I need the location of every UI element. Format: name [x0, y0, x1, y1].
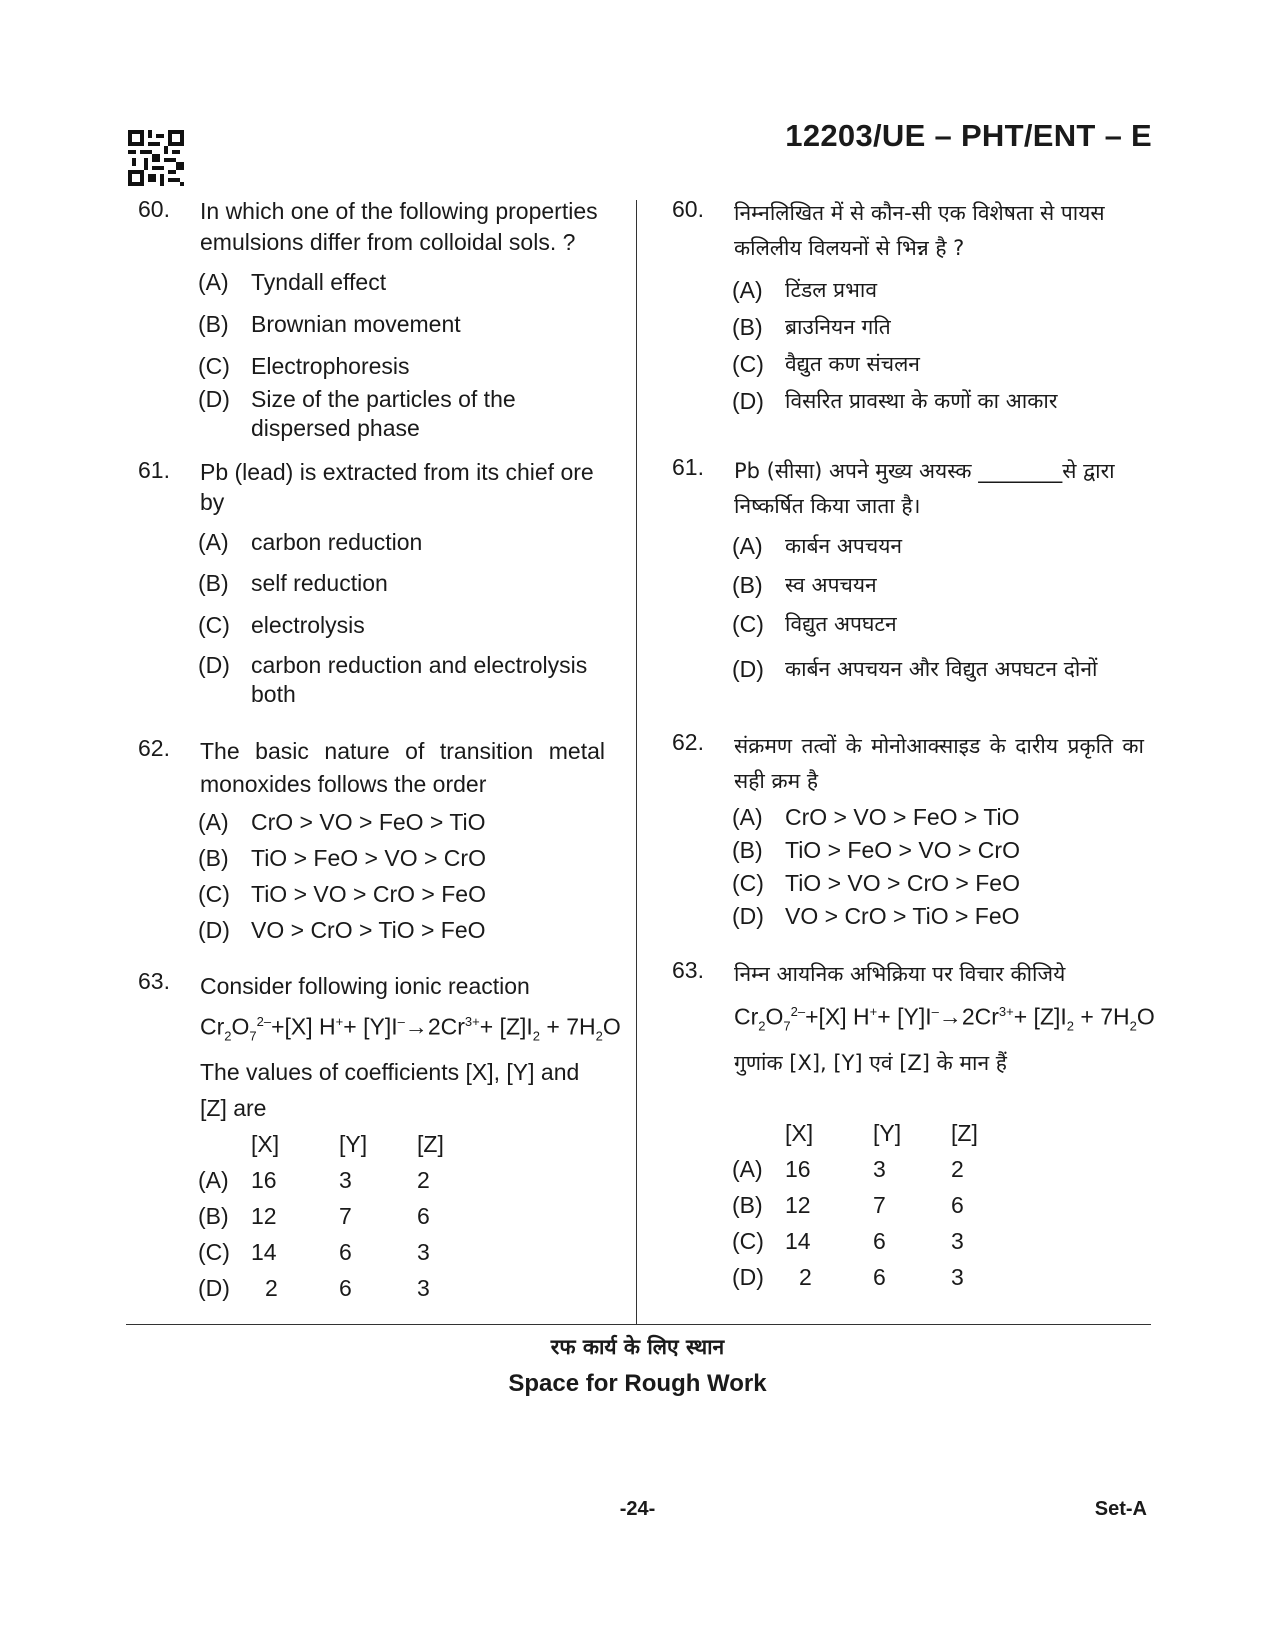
- option-label: (A): [732, 533, 763, 559]
- value-z: 3: [951, 1263, 964, 1290]
- option-text: CrO > VO > FeO > TiO: [251, 809, 486, 835]
- option-label: (B): [198, 845, 229, 871]
- option-text: carbon reduction and electrolysis both: [251, 652, 588, 707]
- value-x: 14: [251, 1238, 277, 1265]
- option-a[interactable]: [198, 804, 608, 840]
- option-label: (C): [198, 353, 230, 379]
- table-row[interactable]: [732, 1151, 978, 1187]
- option-label: (B): [732, 837, 763, 863]
- option-label: (D): [732, 1263, 764, 1290]
- question-number: 61.: [672, 454, 704, 480]
- value-z: 3: [417, 1238, 430, 1265]
- option-c[interactable]: [198, 351, 608, 381]
- hindi-column: [672, 196, 1155, 1295]
- value-z: 2: [417, 1166, 430, 1193]
- value-x: 2: [265, 1274, 278, 1301]
- option-a[interactable]: [732, 272, 1142, 309]
- option-label: (A): [732, 1155, 763, 1182]
- value-y: 6: [339, 1274, 352, 1301]
- option-text: self reduction: [251, 570, 388, 596]
- option-label: (B): [732, 572, 763, 598]
- option-c[interactable]: [732, 605, 1142, 644]
- option-label: (D): [732, 388, 764, 414]
- option-label: (C): [198, 881, 230, 907]
- page-number: -24-: [619, 1498, 656, 1520]
- option-a[interactable]: [198, 527, 608, 557]
- option-a[interactable]: [198, 267, 608, 297]
- question-text: निम्नलिखित में से कौन-सी एक विशेषता से पायस कलिलीय विलयनों से भिन्न है ?: [734, 201, 1105, 260]
- option-label: (A): [198, 529, 229, 555]
- option-b[interactable]: [732, 834, 1142, 867]
- value-y: 6: [873, 1263, 886, 1290]
- option-b[interactable]: [198, 309, 608, 339]
- question-text: निम्न आयनिक अभिक्रिया पर विचार कीजिये: [734, 962, 1066, 986]
- question-text: संक्रमण तत्वों के मोनोआक्साइड के दारीय प्रकृति का सही क्रम है: [734, 734, 1144, 793]
- option-b[interactable]: [732, 566, 1142, 605]
- option-a[interactable]: [732, 801, 1142, 834]
- option-text: TiO > FeO > VO > CrO: [785, 837, 1020, 863]
- option-label: (B): [198, 1202, 229, 1229]
- value-z: 6: [951, 1191, 964, 1218]
- value-z: 2: [951, 1155, 964, 1182]
- table-header-row: [732, 1115, 978, 1151]
- option-c[interactable]: [732, 346, 1142, 383]
- option-d[interactable]: [198, 651, 608, 709]
- option-b[interactable]: [198, 568, 608, 598]
- value-z: 3: [951, 1227, 964, 1254]
- qr-code-icon: [128, 130, 184, 186]
- option-a[interactable]: [732, 527, 1142, 566]
- question-text: Pb (सीसा) अपने मुख्य अयस्क ________से द्वारा निष्कर्षित किया जाता है।: [734, 459, 1115, 518]
- table-row[interactable]: [198, 1162, 444, 1198]
- option-label: (C): [732, 870, 764, 896]
- option-label: (A): [732, 804, 763, 830]
- option-d[interactable]: [732, 383, 1142, 420]
- question-text: In which one of the following properties emulsions differ from colloidal sols. ?: [200, 198, 598, 255]
- value-y: 3: [873, 1155, 886, 1182]
- question-text-2: The values of coefficients [X], [Y] and [Z] are: [200, 1059, 580, 1122]
- option-label: (D): [198, 917, 230, 943]
- value-x: 2: [799, 1263, 812, 1290]
- table-row[interactable]: [198, 1270, 444, 1306]
- option-text: electrolysis: [251, 612, 365, 638]
- section-divider: [126, 1324, 1151, 1325]
- value-y: 7: [873, 1191, 886, 1218]
- column-header: [X]: [251, 1130, 280, 1157]
- option-label: (C): [732, 351, 764, 377]
- table-row[interactable]: [732, 1187, 978, 1223]
- option-label: (C): [198, 612, 230, 638]
- question-text: The basic nature of transition metal monoxides follows the order: [200, 738, 605, 797]
- table-row[interactable]: [732, 1259, 978, 1295]
- option-text: वैद्युत कण संचलन: [785, 352, 920, 376]
- option-text: CrO > VO > FeO > TiO: [785, 804, 1020, 830]
- value-y: 7: [339, 1202, 352, 1229]
- value-x: 12: [785, 1191, 811, 1218]
- value-z: 6: [417, 1202, 430, 1229]
- table-header-row: [198, 1126, 444, 1162]
- option-c[interactable]: [732, 867, 1142, 900]
- column-header: [Y]: [339, 1130, 368, 1157]
- option-text: Brownian movement: [251, 311, 461, 337]
- option-text: स्व अपचयन: [785, 573, 877, 597]
- option-text: विद्युत अपघटन: [785, 612, 897, 636]
- option-text: VO > CrO > TiO > FeO: [785, 903, 1020, 929]
- option-text: विसरित प्रावस्था के कणों का आकार: [785, 389, 1058, 413]
- option-label: (A): [198, 809, 229, 835]
- question-number: 62.: [672, 729, 704, 755]
- value-x: 12: [251, 1202, 277, 1229]
- option-label: (C): [198, 1238, 230, 1265]
- option-text: ब्राउनियन गति: [785, 315, 891, 339]
- option-text: कार्बन अपचयन और विद्युत अपघटन दोनों: [785, 657, 1098, 681]
- option-d[interactable]: [732, 900, 1142, 933]
- option-text: Electrophoresis: [251, 353, 410, 379]
- option-text: टिंडल प्रभाव: [785, 278, 877, 302]
- option-d[interactable]: [198, 385, 608, 443]
- column-header: [Z]: [417, 1130, 444, 1157]
- option-label: (B): [732, 314, 763, 340]
- option-label: (B): [198, 570, 229, 596]
- column-header: [Z]: [951, 1119, 978, 1146]
- table-row[interactable]: [198, 1198, 444, 1234]
- option-label: (C): [732, 611, 764, 637]
- option-label: (B): [732, 1191, 763, 1218]
- option-text: TiO > VO > CrO > FeO: [251, 881, 486, 907]
- option-text: carbon reduction: [251, 529, 423, 555]
- table-row[interactable]: [198, 1234, 444, 1270]
- answer-table: [198, 1126, 444, 1306]
- question-number: 62.: [138, 735, 170, 761]
- option-label: (D): [198, 652, 230, 678]
- column-header: [X]: [785, 1119, 814, 1146]
- question-number: 63.: [672, 957, 704, 983]
- set-label: Set-A: [1094, 1498, 1147, 1520]
- rough-work-title-hindi: रफ कार्य के लिए स्थान: [550, 1335, 725, 1359]
- question-text: Consider following ionic reaction: [200, 973, 530, 999]
- option-label: (B): [198, 311, 229, 337]
- option-c[interactable]: [198, 610, 608, 640]
- option-label: (A): [198, 1166, 229, 1193]
- question-63-en: [138, 968, 608, 1004]
- option-text: Tyndall effect: [251, 269, 387, 295]
- option-text: कार्बन अपचयन: [785, 534, 903, 558]
- question-62-en: [138, 735, 608, 801]
- question-number: 63.: [138, 968, 170, 994]
- option-label: (D): [732, 903, 764, 929]
- option-b[interactable]: [732, 309, 1142, 346]
- option-label: (D): [198, 1274, 230, 1301]
- option-label: (D): [198, 386, 230, 412]
- column-divider: [636, 200, 637, 1325]
- value-y: 3: [339, 1166, 352, 1193]
- option-text: VO > CrO > TiO > FeO: [251, 917, 486, 943]
- option-text: TiO > VO > CrO > FeO: [785, 870, 1020, 896]
- option-label: (A): [732, 277, 763, 303]
- option-label: (C): [732, 1227, 764, 1254]
- question-60-en: [138, 196, 608, 258]
- question-60-hi: [672, 196, 1142, 266]
- value-x: 16: [251, 1166, 277, 1193]
- rough-work-title: Space for Rough Work: [508, 1370, 767, 1397]
- option-b[interactable]: [198, 840, 608, 876]
- question-number: 60.: [138, 196, 170, 222]
- question-62-hi: [672, 729, 1142, 799]
- option-label: (D): [732, 656, 764, 682]
- value-y: 6: [339, 1238, 352, 1265]
- option-label: (A): [198, 269, 229, 295]
- question-61-hi: [672, 454, 1142, 524]
- answer-table: [732, 1115, 978, 1295]
- question-text-2: गुणांक [X], [Y] एवं [Z] के मान हैं: [734, 1051, 1007, 1076]
- value-y: 6: [873, 1227, 886, 1254]
- ionic-equation: $Cr_2O_7^{2-}+[X]$ $H^++ [Y]I^-\to 2Cr^{3+}+ [Z]I_2 + 7H_2O$: [200, 1013, 621, 1044]
- question-number: 60.: [672, 196, 704, 222]
- option-text: Size of the particles of the dispersed phase: [251, 386, 516, 441]
- question-number: 61.: [138, 457, 170, 483]
- question-text: Pb (lead) is extracted from its chief ore by: [200, 459, 594, 515]
- english-column: [138, 196, 621, 1306]
- question-61-en: [138, 457, 608, 517]
- option-c[interactable]: [198, 876, 608, 912]
- ionic-equation: $Cr_2O_7^{2-}+[X]$ $H^++ [Y]I^-\to 2Cr^{3+}+ [Z]I_2 + 7H_2O$: [734, 1003, 1155, 1034]
- option-text: TiO > FeO > VO > CrO: [251, 845, 486, 871]
- column-header: [Y]: [873, 1119, 902, 1146]
- value-x: 16: [785, 1155, 811, 1182]
- value-z: 3: [417, 1274, 430, 1301]
- option-d[interactable]: [732, 650, 1142, 689]
- option-d[interactable]: [198, 912, 608, 948]
- table-row[interactable]: [732, 1223, 978, 1259]
- paper-code: 12203/UE – PHT/ENT – E: [785, 118, 1152, 153]
- question-63-hi: [672, 957, 1142, 992]
- value-x: 14: [785, 1227, 811, 1254]
